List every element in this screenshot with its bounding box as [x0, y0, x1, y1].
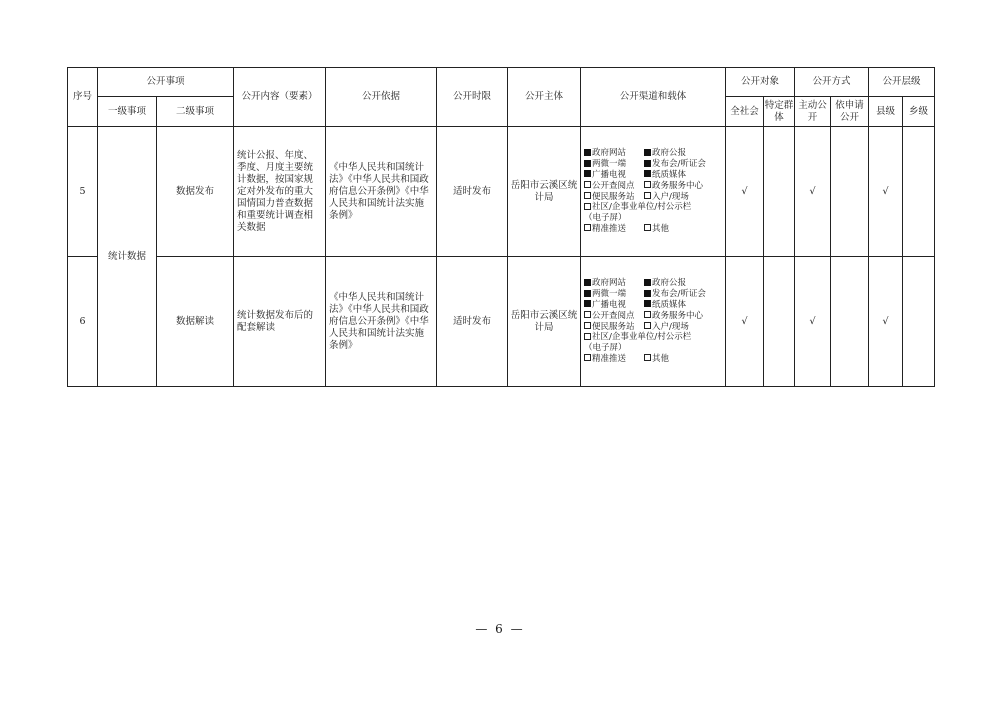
empty-square-icon: [644, 354, 651, 361]
header-basis: 公开依据: [326, 68, 437, 127]
channel-line: [584, 332, 722, 343]
empty-square-icon: [644, 181, 651, 188]
header-audience-specific: 特定群体: [764, 97, 795, 127]
check-audience-all: √: [726, 127, 764, 257]
check-method-request: [831, 127, 869, 257]
group-label: 统计数据: [98, 127, 157, 387]
channel-label: 政府网站: [592, 148, 627, 159]
channel-label: 政府网站: [592, 278, 627, 289]
header-method-active: 主动公开: [795, 97, 831, 127]
channel-item: [584, 170, 644, 181]
channel-item: [644, 159, 706, 170]
empty-square-icon: [644, 322, 651, 329]
channel-item: [644, 170, 686, 181]
empty-square-icon: [584, 333, 591, 340]
channel-item: [584, 343, 627, 354]
channel-item: [584, 278, 644, 289]
empty-square-icon: [644, 224, 651, 231]
filled-square-icon: [584, 290, 591, 297]
empty-square-icon: [584, 224, 591, 231]
channel-item: [584, 332, 691, 343]
header-items: 公开事项: [98, 68, 234, 97]
row-seq: 5: [68, 127, 98, 257]
channel-label: 精准推送: [592, 353, 627, 364]
channel-label: 公开查阅点: [592, 180, 635, 191]
row-content: 统计数据发布后的配套解读: [234, 257, 326, 387]
channel-line: [584, 354, 722, 365]
channel-item: [584, 148, 644, 159]
empty-square-icon: [584, 203, 591, 210]
channel-label: 广播电视: [592, 299, 627, 310]
channel-line: [584, 159, 722, 170]
channel-label: 精准推送: [592, 223, 627, 234]
check-method-active: √: [795, 257, 831, 387]
check-level-county: √: [869, 127, 903, 257]
table-row: [68, 127, 935, 257]
channel-line: [584, 311, 722, 322]
header-channels: 公开渠道和载体: [581, 68, 726, 127]
channel-line: [584, 343, 722, 354]
row-subject: 岳阳市云溪区统计局: [508, 257, 581, 387]
filled-square-icon: [584, 160, 591, 167]
check-method-active: √: [795, 127, 831, 257]
header-level1: 一级事项: [98, 97, 157, 127]
channel-line: [584, 289, 722, 300]
check-audience-specific: [764, 127, 795, 257]
channel-item: [584, 322, 644, 333]
channel-line: [584, 202, 722, 213]
channel-item: [584, 300, 644, 311]
row-basis: 《中华人民共和国统计法》《中华人民共和国政府信息公开条例》《中华人民共和国统计法实施条例》: [326, 257, 437, 387]
filled-square-icon: [584, 170, 591, 177]
channel-line: [584, 148, 722, 159]
header-method: 公开方式: [795, 68, 869, 97]
channel-label: 入户/现场: [652, 191, 689, 202]
channel-label: （电子屏）: [584, 213, 627, 224]
header-level: 公开层级: [869, 68, 935, 97]
channel-line: [584, 213, 722, 224]
header-row-1: [68, 68, 935, 97]
channel-label: 发布会/听证会: [652, 159, 706, 170]
channel-label: （电子屏）: [584, 343, 627, 354]
empty-square-icon: [584, 322, 591, 329]
channel-line: [584, 170, 722, 181]
channel-label: 政务服务中心: [652, 310, 704, 321]
row-channels: [581, 257, 726, 387]
channel-label: 纸质媒体: [652, 299, 687, 310]
header-level-town: 乡级: [903, 97, 935, 127]
channel-item: [644, 224, 669, 235]
filled-square-icon: [644, 170, 651, 177]
row-time-limit: 适时发布: [437, 257, 508, 387]
channel-label: 政府公报: [652, 278, 687, 289]
check-level-county: √: [869, 257, 903, 387]
channel-line: [584, 192, 722, 203]
row-seq: 6: [68, 257, 98, 387]
channel-label: 便民服务站: [592, 191, 635, 202]
channel-item: [584, 192, 644, 203]
channel-label: 政府公报: [652, 148, 687, 159]
header-seq: 序号: [68, 68, 98, 127]
row-subject: 岳阳市云溪区统计局: [508, 127, 581, 257]
channel-label: 便民服务站: [592, 321, 635, 332]
channel-item: [584, 202, 691, 213]
filled-square-icon: [644, 160, 651, 167]
header-method-request: 依申请公开: [831, 97, 869, 127]
channel-label: 入户/现场: [652, 321, 689, 332]
row-content: 统计公报、年度、季度、月度主要统计数据，按国家规定对外发布的重大国情国力普查数据和重要统计调查相关数据: [234, 127, 326, 257]
filled-square-icon: [644, 300, 651, 307]
header-audience: 公开对象: [726, 68, 795, 97]
filled-square-icon: [584, 279, 591, 286]
channel-line: [584, 181, 722, 192]
row-time-limit: 适时发布: [437, 127, 508, 257]
disclosure-table: [67, 67, 935, 387]
channel-item: [584, 311, 644, 322]
filled-square-icon: [644, 290, 651, 297]
channel-label: 两微一端: [592, 289, 627, 300]
table-row: [68, 257, 935, 387]
channel-item: [584, 289, 644, 300]
channel-label: 社区/企事业单位/村公示栏: [592, 202, 692, 213]
channel-item: [644, 300, 686, 311]
header-time-limit: 公开时限: [437, 68, 508, 127]
channel-item: [584, 224, 644, 235]
channel-label: 其他: [652, 223, 670, 234]
row-level2: 数据解读: [157, 257, 234, 387]
empty-square-icon: [584, 311, 591, 318]
check-method-request: [831, 257, 869, 387]
empty-square-icon: [644, 311, 651, 318]
channel-item: [644, 181, 703, 192]
channel-label: 其他: [652, 353, 670, 364]
channel-label: 广播电视: [592, 169, 627, 180]
channel-item: [584, 354, 644, 365]
header-content: 公开内容（要素）: [234, 68, 326, 127]
empty-square-icon: [644, 192, 651, 199]
channel-label: 社区/企事业单位/村公示栏: [592, 332, 692, 343]
row-level2: 数据发布: [157, 127, 234, 257]
channel-line: [584, 322, 722, 333]
channel-label: 两微一端: [592, 159, 627, 170]
check-audience-all: √: [726, 257, 764, 387]
header-level2: 二级事项: [157, 97, 234, 127]
channel-item: [584, 213, 627, 224]
channel-item: [644, 278, 686, 289]
channel-item: [644, 311, 703, 322]
empty-square-icon: [584, 354, 591, 361]
channel-item: [644, 192, 689, 203]
channel-item: [584, 181, 644, 192]
channel-line: [584, 278, 722, 289]
header-subject: 公开主体: [508, 68, 581, 127]
row-channels: [581, 127, 726, 257]
empty-square-icon: [584, 192, 591, 199]
channel-label: 纸质媒体: [652, 169, 687, 180]
filled-square-icon: [644, 149, 651, 156]
check-audience-specific: [764, 257, 795, 387]
filled-square-icon: [584, 300, 591, 307]
check-level-town: [903, 257, 935, 387]
channel-label: 发布会/听证会: [652, 289, 706, 300]
check-level-town: [903, 127, 935, 257]
channel-item: [644, 322, 689, 333]
channel-item: [644, 148, 686, 159]
header-level-county: 县级: [869, 97, 903, 127]
channel-label: 公开查阅点: [592, 310, 635, 321]
channel-line: [584, 300, 722, 311]
channel-item: [584, 159, 644, 170]
row-basis: 《中华人民共和国统计法》《中华人民共和国政府信息公开条例》《中华人民共和国统计法实施条例》: [326, 127, 437, 257]
empty-square-icon: [584, 181, 591, 188]
channel-item: [644, 354, 669, 365]
channel-item: [644, 289, 706, 300]
channel-label: 政务服务中心: [652, 180, 704, 191]
header-audience-all: 全社会: [726, 97, 764, 127]
filled-square-icon: [644, 279, 651, 286]
page-number: — 6 —: [475, 622, 525, 636]
channel-line: [584, 224, 722, 235]
filled-square-icon: [584, 149, 591, 156]
